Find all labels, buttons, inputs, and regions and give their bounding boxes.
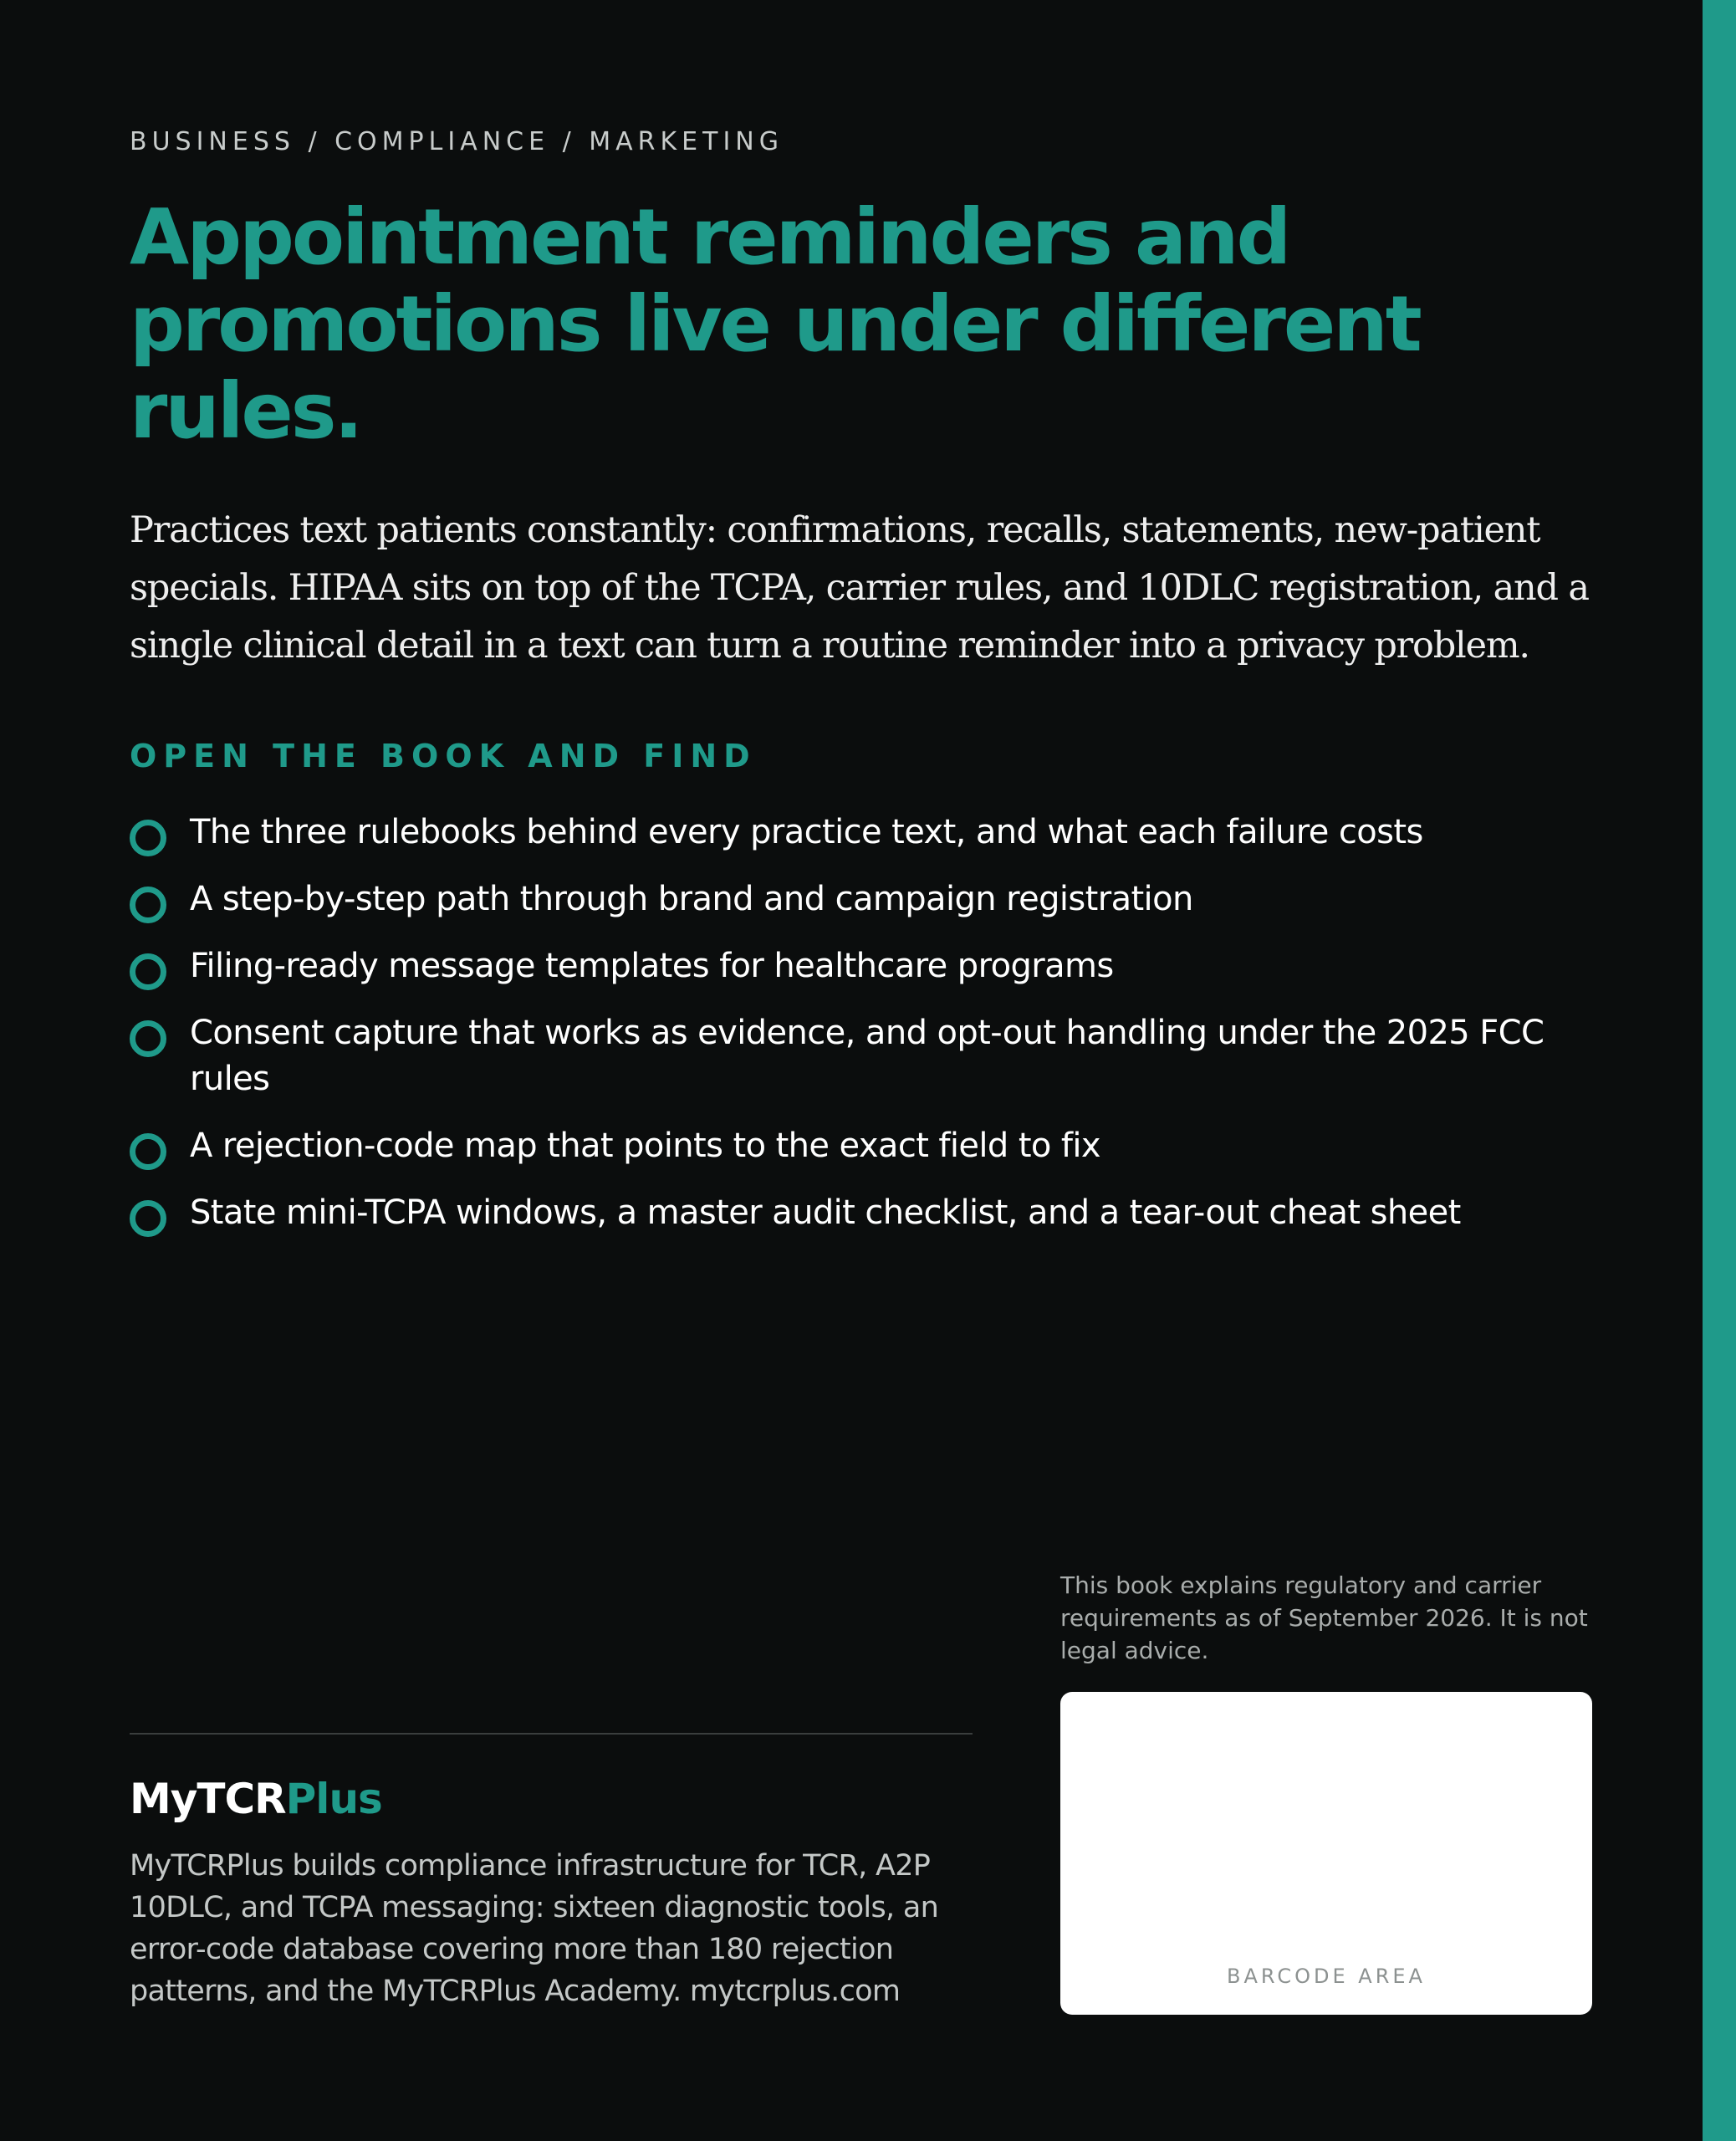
- ring-bullet-icon: [130, 1133, 166, 1170]
- logo-accent-text: Plus: [285, 1775, 382, 1823]
- lede-paragraph: Practices text patients constantly: confirmations, recalls, statements, new-patient specials. HIPAA sits on top of the TCPA, carrier rules, and 10DLC registration, and a single clinical detail in a text can turn a routine reminder into a privacy problem.: [130, 509, 1589, 667]
- footer-divider: [130, 1733, 973, 1735]
- category-kicker: BUSINESS / COMPLIANCE / MARKETING: [130, 127, 784, 156]
- feature-item: [130, 943, 1601, 989]
- feature-text: A step-by-step path through brand and campaign registration: [190, 880, 1193, 918]
- publisher-description: MyTCRPlus builds compliance infrastructure for TCR, A2P 10DLC, and TCPA messaging: sixteen diagnostic tools, an error-code database covering more than 180 rejection patterns, and the MyTCRPlus Academy. mytcrplus.com: [130, 1849, 939, 2008]
- ring-bullet-icon: [130, 887, 166, 923]
- publisher-logo: [130, 1775, 382, 1823]
- barcode-area: [1060, 1692, 1592, 2015]
- feature-text: Filing-ready message templates for healthcare programs: [190, 947, 1114, 985]
- feature-item: [130, 876, 1601, 922]
- feature-text: State mini-TCPA windows, a master audit checklist, and a tear-out cheat sheet: [190, 1193, 1461, 1232]
- cover-headline: Appointment reminders and promotions live under different rules.: [130, 192, 1420, 456]
- feature-text: A rejection-code map that points to the exact field to fix: [190, 1127, 1100, 1165]
- feature-text: The three rulebooks behind every practice text, and what each failure costs: [190, 813, 1423, 851]
- feature-item: [130, 810, 1601, 856]
- legal-disclaimer: This book explains regulatory and carrier requirements as of September 2026. It is not legal advice.: [1060, 1571, 1588, 1664]
- feature-list: [130, 810, 1601, 1257]
- feature-text: Consent capture that works as evidence, and opt-out handling under the 2025 FCC rules: [190, 1014, 1545, 1098]
- ring-bullet-icon: [130, 1200, 166, 1237]
- logo-primary-text: MyTCR: [130, 1775, 286, 1823]
- feature-item: [130, 1010, 1601, 1102]
- features-heading: OPEN THE BOOK AND FIND: [130, 738, 757, 774]
- ring-bullet-icon: [130, 1020, 166, 1057]
- barcode-label: BARCODE AREA: [1227, 1965, 1426, 1988]
- feature-item: [130, 1123, 1601, 1169]
- ring-bullet-icon: [130, 820, 166, 856]
- spine-accent-bar: [1703, 0, 1736, 2141]
- feature-item: [130, 1190, 1601, 1236]
- ring-bullet-icon: [130, 953, 166, 990]
